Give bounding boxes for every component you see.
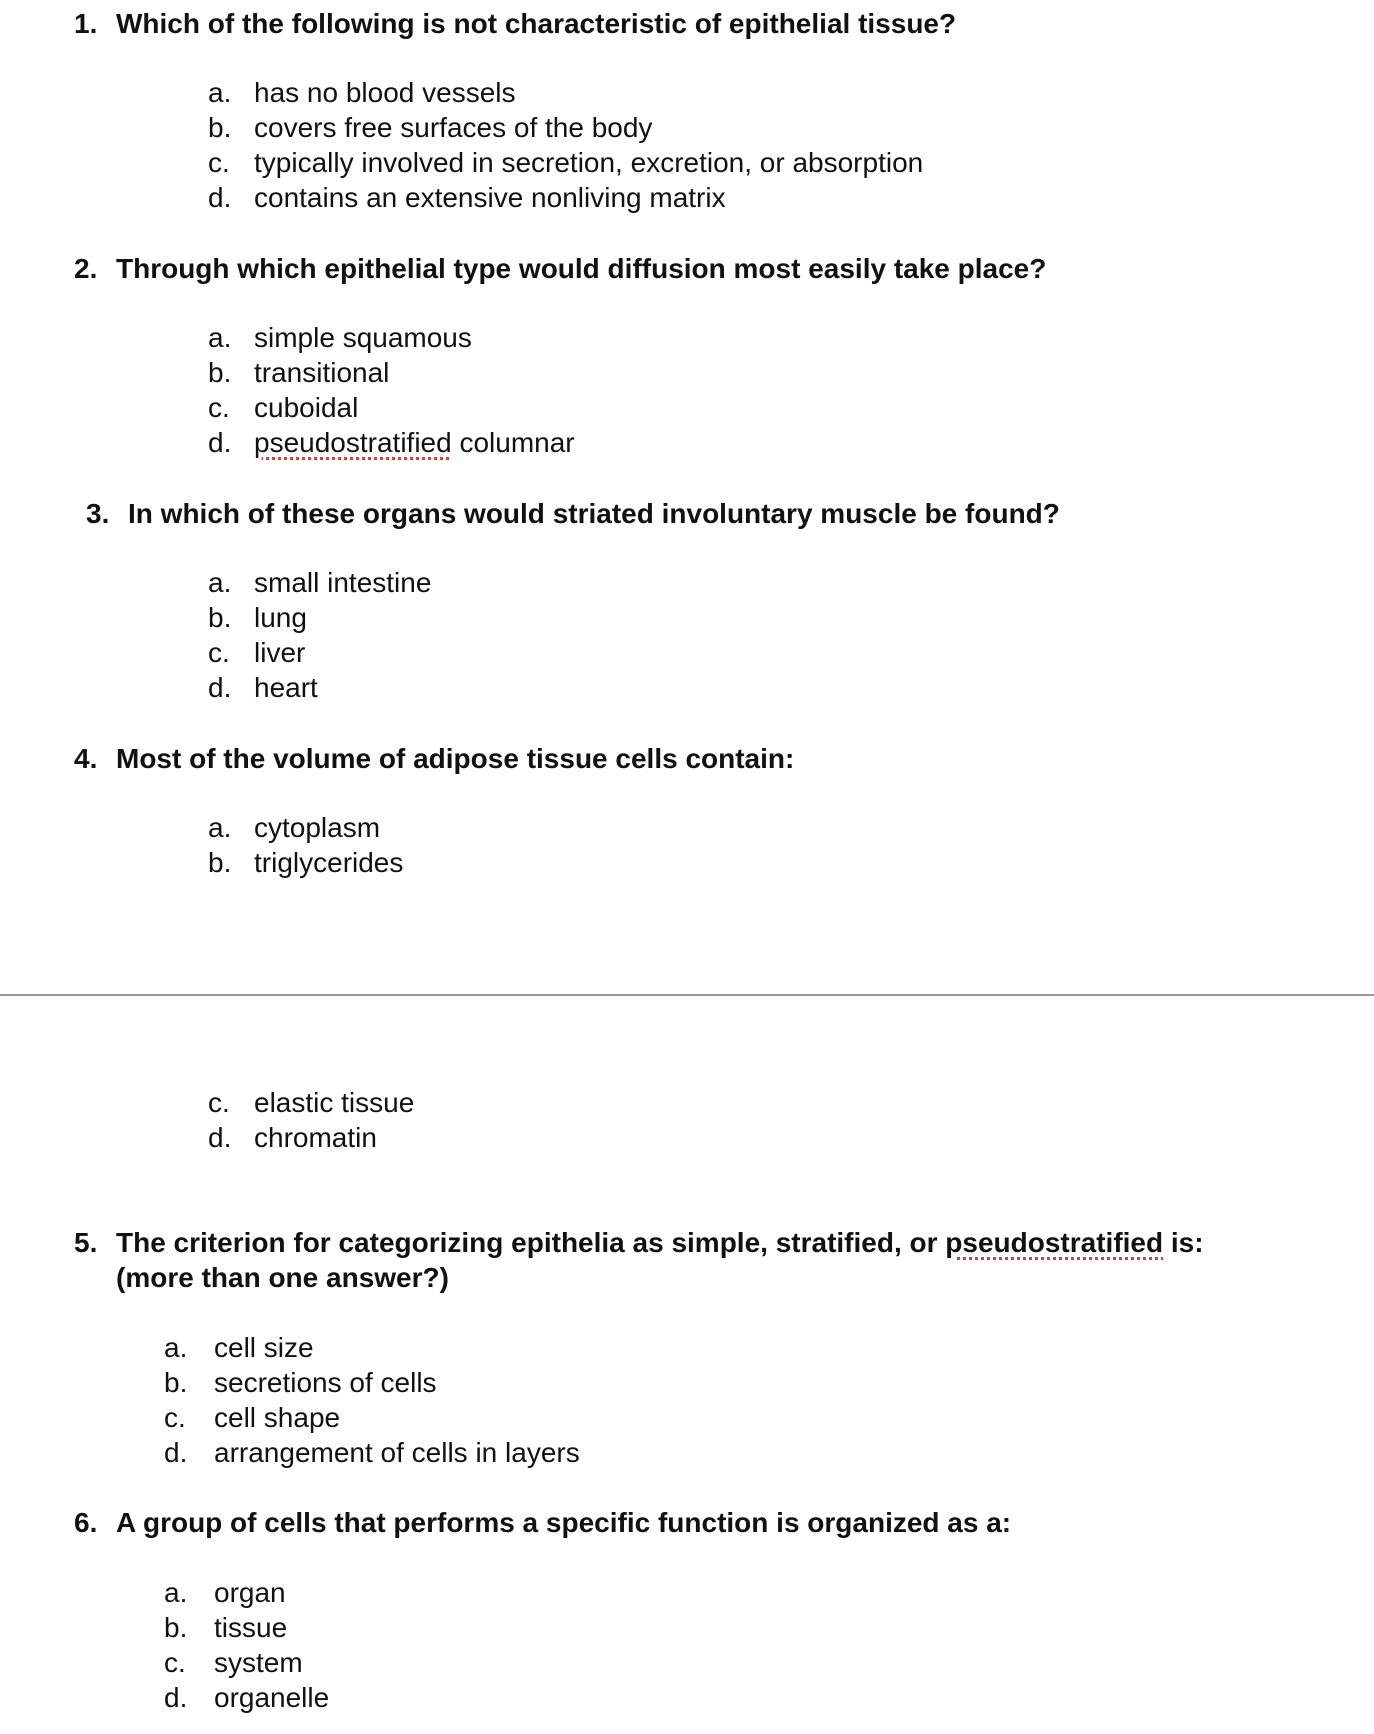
option-b: b. transitional [208, 357, 390, 388]
question-text: Through which epithelial type would diffusion most easily take place? [116, 253, 1047, 284]
question-number: 3. [86, 498, 110, 529]
option-c: c. elastic tissue [208, 1087, 415, 1118]
option-c: c. typically involved in secretion, excretion, or absorption [208, 147, 924, 178]
option-c: c. liver [208, 637, 306, 668]
question-number: 6. [74, 1507, 98, 1538]
option-a: a. cell size [164, 1332, 314, 1363]
question-1-options [208, 75, 923, 215]
option-c: c. cuboidal [208, 392, 359, 423]
question-number: 1. [74, 8, 98, 39]
option-d: d. organelle [164, 1682, 330, 1713]
option-b: b. covers free surfaces of the body [208, 112, 653, 143]
option-b: b. triglycerides [208, 847, 404, 878]
option-c: c. system [164, 1647, 303, 1678]
question-2-options [208, 320, 575, 460]
option-b: b. tissue [164, 1612, 288, 1643]
question-number: 2. [74, 253, 98, 284]
question-3-options [208, 565, 431, 705]
question-4-options-page2 [208, 1085, 414, 1155]
question-4 [74, 741, 794, 777]
question-4-options-page1 [208, 810, 403, 880]
question-5-line2: (more than one answer?) [116, 1262, 449, 1293]
option-d: d. chromatin [208, 1122, 377, 1153]
option-a: a. small intestine [208, 567, 432, 598]
question-5 [74, 1225, 1204, 1261]
spellcheck-word[interactable]: pseudostratified [945, 1227, 1164, 1258]
question-6-options [164, 1575, 329, 1715]
option-d: d. contains an extensive nonliving matrix [208, 182, 726, 213]
question-text: The criterion for categorizing epithelia as simple, stratified, or pseudostratified is: [116, 1227, 1204, 1258]
question-6 [74, 1505, 1011, 1541]
option-c: c. cell shape [164, 1402, 341, 1433]
option-d: d. pseudostratified columnar [208, 427, 575, 458]
option-b: b. secretions of cells [164, 1367, 437, 1398]
question-3 [86, 496, 1060, 532]
spellcheck-word[interactable]: pseudostratified [254, 427, 452, 458]
option-a: a. has no blood vessels [208, 77, 516, 108]
question-number: 4. [74, 743, 98, 774]
question-5-options [164, 1330, 580, 1470]
option-d: d. heart [208, 672, 318, 703]
option-a: a. organ [164, 1577, 286, 1608]
option-a: a. simple squamous [208, 322, 472, 353]
option-b: b. lung [208, 602, 307, 633]
option-d: d. arrangement of cells in layers [164, 1437, 580, 1468]
question-text: A group of cells that performs a specific function is organized as a: [116, 1507, 1012, 1538]
question-text: Which of the following is not characteristic of epithelial tissue? [116, 8, 957, 39]
question-number: 5. [74, 1227, 98, 1258]
question-2 [74, 251, 1046, 287]
question-text: In which of these organs would striated involuntary muscle be found? [128, 498, 1060, 529]
question-text: Most of the volume of adipose tissue cells contain: [116, 743, 795, 774]
option-a: a. cytoplasm [208, 812, 381, 843]
question-1 [74, 6, 956, 42]
page-break [0, 994, 1374, 996]
